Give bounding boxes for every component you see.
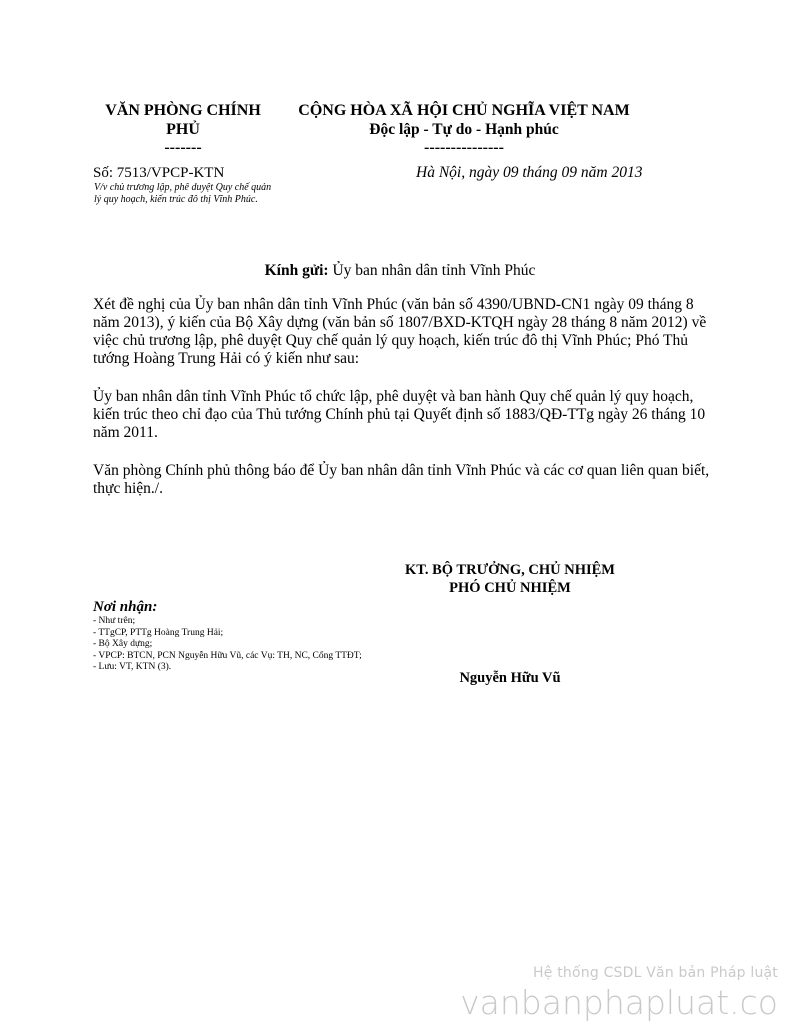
body-paragraph-2: Ủy ban nhân dân tỉnh Vĩnh Phúc tổ chức lập, phê duyệt và ban hành Quy chế quản lý quy hoạch, kiến trúc theo chỉ đạo của Thủ tướng Chính phủ tại Quyết định số 1883/QĐ-TTg ngày 26 tháng 10 năm 2011. (93, 388, 706, 441)
recipients-list (93, 616, 373, 674)
issuing-agency (92, 101, 274, 156)
agency-name-line1: VĂN PHÒNG CHÍNH (105, 102, 261, 119)
recipient-item: - TTgCP, PTTg Hoàng Trung Hải; (93, 627, 224, 638)
watermark (460, 963, 778, 1023)
nation-title: CỘNG HÒA XÃ HỘI CHỦ NGHĨA VIỆT NAM (298, 102, 630, 119)
recipient-line (0, 262, 800, 280)
recipient-label: Kính gửi: (264, 262, 329, 279)
body-paragraph-1: Xét đề nghị của Ủy ban nhân dân tỉnh Vĩnh Phúc (văn bản số 4390/UBND-CN1 ngày 09 tháng 8 năm 2013), ý kiến của Bộ Xây dựng (văn bản số 1807/BXD-KTQH ngày 28 tháng 8 năm 2012) về việc chủ trương lập, phê duyệt Quy chế quản lý quy hoạch, kiến trúc đô thị Vĩnh Phúc; Phó Thủ tướng Hoàng Trung Hải có ý kiến như sau: (93, 296, 707, 367)
recipient-item: - VPCP: BTCN, PCN Nguyễn Hữu Vũ, các Vụ: TH, NC, Cổng TTĐT; (93, 650, 362, 661)
signature-title-line1: KT. BỘ TRƯỞNG, CHỦ NHIỆM (405, 562, 615, 578)
recipient-item: - Bộ Xây dựng; (93, 639, 153, 649)
motto-divider: --------------- (424, 139, 504, 156)
signature-block (380, 561, 640, 597)
recipient-item: - Như trên; (93, 616, 136, 626)
document-subject: V/v chủ trương lập, phê duyệt Quy chế quản lý quy hoạch, kiến trúc đô thị Vĩnh Phúc. (94, 182, 272, 205)
place-date: Hà Nội, ngày 09 tháng 09 năm 2013 (416, 164, 643, 181)
recipient-value: Ủy ban nhân dân tỉnh Vĩnh Phúc (332, 262, 536, 279)
document-number: Số: 7513/VPCP-KTN (93, 165, 225, 181)
watermark-line1: Hệ thống CSDL Văn bản Pháp luật (533, 965, 778, 981)
body-paragraph-3: Văn phòng Chính phủ thông báo để Ủy ban nhân dân tỉnh Vĩnh Phúc và các cơ quan liên quan biết, thực hiện./. (93, 462, 710, 497)
recipient-item: - Lưu: VT, KTN (3). (93, 662, 172, 672)
agency-divider: ------- (164, 139, 202, 156)
signature-title-line2: PHÓ CHỦ NHIỆM (449, 580, 571, 596)
nation-motto: Độc lập - Tự do - Hạnh phúc (369, 121, 559, 138)
agency-name-line2: PHỦ (166, 121, 200, 138)
signer-name: Nguyễn Hữu Vũ (459, 670, 561, 686)
watermark-line2: vanbanphapluat.co (460, 983, 778, 1022)
national-header (286, 101, 642, 156)
recipients-title: Nơi nhận: (93, 599, 158, 615)
